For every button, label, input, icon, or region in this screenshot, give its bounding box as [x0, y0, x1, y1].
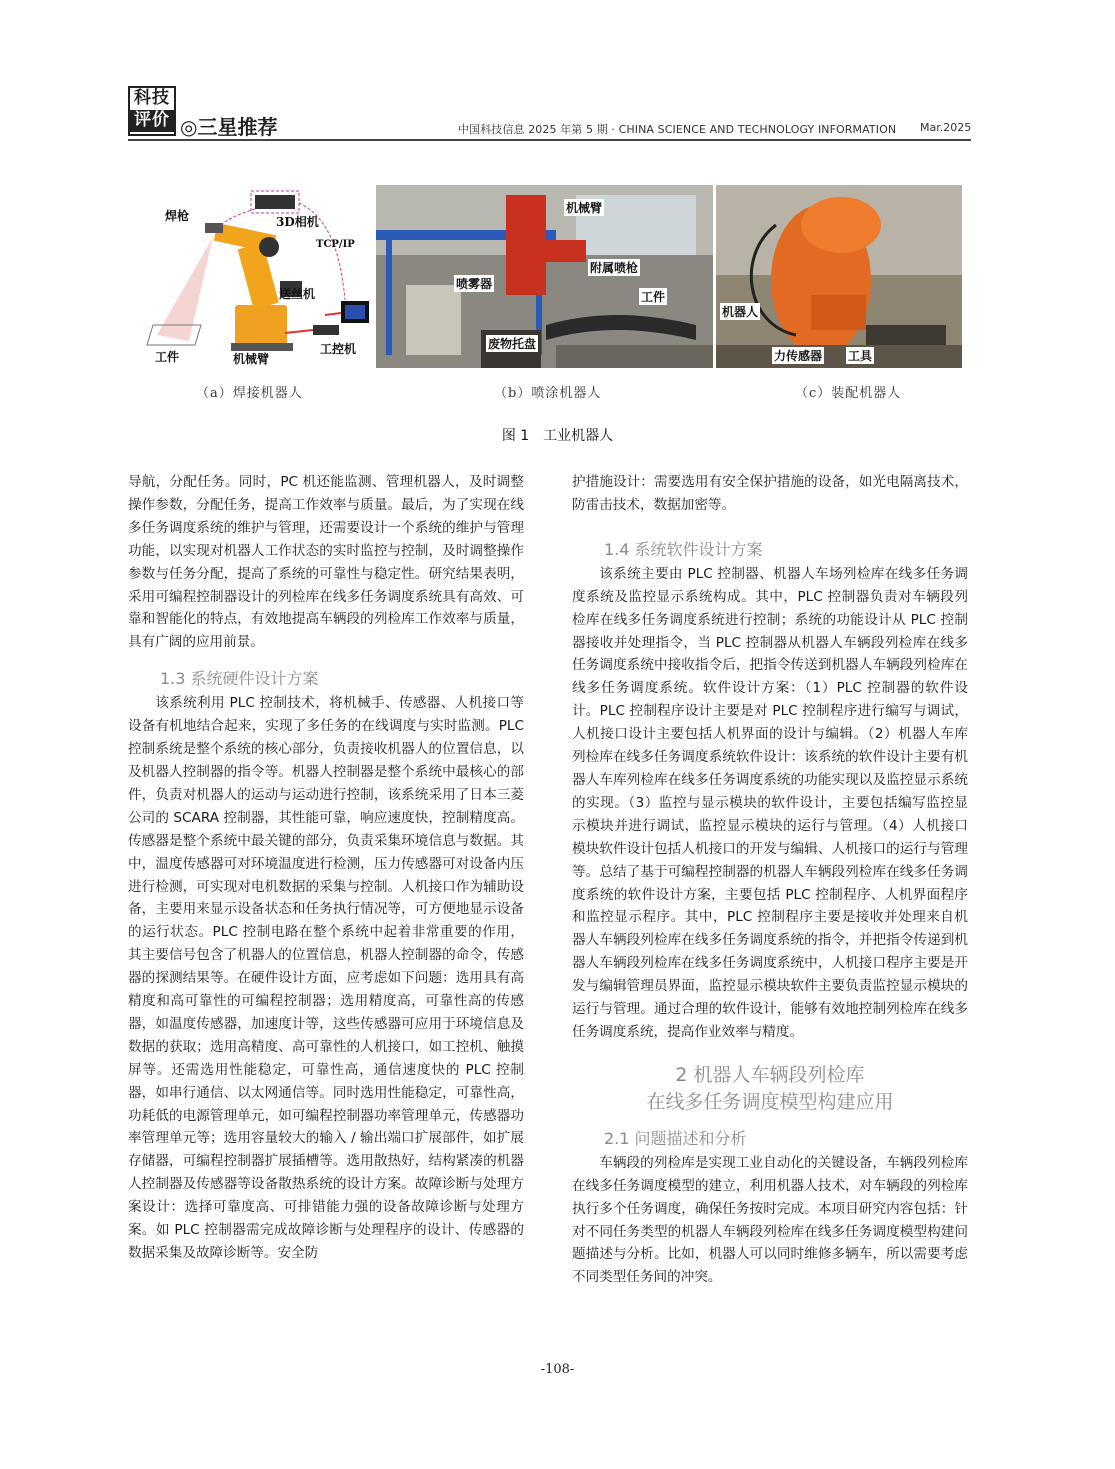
- label-tcp: TCP/IP: [316, 239, 355, 250]
- label-gun: 附属喷枪: [590, 261, 639, 275]
- figure-caption: 图 1 工业机器人: [501, 428, 614, 444]
- torch-head: [205, 223, 223, 233]
- figure-panel-assembly: [716, 185, 962, 368]
- left-column: [128, 471, 524, 1265]
- label-sensor: 力传感器: [774, 349, 823, 363]
- chapter-heading-line2: 在线多任务调度模型构建应用: [646, 1090, 894, 1113]
- subcaption-c: （c）装配机器人: [795, 386, 902, 401]
- figure-panel-welding: [135, 185, 372, 368]
- section-heading-1-3: 1.3 系统硬件设计方案: [160, 669, 319, 689]
- subcaption-a: （a）焊接机器人: [196, 386, 303, 401]
- sprayer-cabinet: [406, 285, 461, 355]
- label-workpiece: 工件: [155, 350, 180, 364]
- paragraph: 导航，分配任务。同时，PC 机还能监测、管理机器人，及时调整操作参数，分配任务，提高工作效率与质量。最后，为了实现在线多任务调度系统的维护与管理，还需要设计一个系统的维护与管理功能，以实现对机器人工作状态的实时监控与控制，及时调整操作参数与任务分配，提高了系统的可靠性与稳定性。研究结果表明，采用可编程控制器设计的列检库在线多任务调度系统具有高效、可靠和智能化的特点，有效地提高车辆段的列检库工作效率与质量，具有广阔的应用前景。: [128, 474, 524, 651]
- robot-joint: [259, 237, 279, 257]
- right-column: [572, 471, 968, 1289]
- label-tool: 工具: [848, 349, 873, 363]
- paragraph: 该系统利用 PLC 控制技术，将机械手、传感器、人机接口等设备有机地结合起来，实现了多任务的在线调度与实时监测。PLC 控制系统是整个系统的核心部分，负责接收机器人的位置信息，以及机器人控制器的指令等。机器人控制器是整个系统中最核心的部件，负责对机器人的运动与运动进行控制，该系统采用了日本三菱公司的 SCARA 控制器，其性能可靠，响应速度快，控制精度高。传感器是整个系统中最关键的部分，负责采集环境信息与数据。其中，温度传感器可对环境温度进行检测，压力传感器可对设备内压进行检测，可实现对电机数据的采集与控制。人机接口作为辅助设备，主要用来显示设备状态和任务执行情况等，可方便地显示设备的运行状态。PLC 控制电路在整个系统中起着非常重要的作用，其主要信号包含了机器人的位置信息，机器人控制器的命令，传感器的探测结果等。在硬件设计方面，应考虑如下问题：选用具有高精度和高可靠性的可编程控制器；选用精度高，可靠性高的传感器，如温度传感器，加速度计等，这些传感器可应用于环境信息及数据的获取；选用高精度、高可靠性的人机接口，如工控机、触摸屏等。还需选用性能稳定，可靠性高，通信速度快的 PLC 控制器，如串行通信、以太网通信等。同时选用性能稳定，可靠性高，功耗低的电源管理单元，如可编程控制器功率管理单元，传感器功率管理单元等；选用容量较大的输入 / 输出端口扩展部件，如扩展存储器，可编程控制器扩展插槽等。选用散热好，结构紧凑的机器人控制器及传感器等设备散热系统的设计方案。故障诊断与处理方案设计：选择可靠度高、可排错能力强的设备故障诊断与处理方案。如 PLC 控制器需完成故障诊断与处理程序的设计、传感器的数据采集及故障诊断等。安全防: [128, 695, 524, 1261]
- section-heading-2-1: 2.1 问题描述和分析: [604, 1128, 747, 1148]
- robot-base: [235, 305, 287, 345]
- paragraph: 该系统主要由 PLC 控制器、机器人车场列检库在线多任务调度系统及监控显示系统构成。其中，PLC 控制器负责对车辆段列检库在线多任务调度系统进行控制；系统的功能设计从 PLC 控制器接收并处理指令，当 PLC 控制器从机器人车辆段列检库在线多任务调度系统中接收指令后，把指令传送到机器人车辆段列检库在线多任务调度系统。软件设计方案：（1）PLC 控制器的软件设计。PLC 控制程序设计主要是对 PLC 控制程序进行编写与调试，人机接口设计主要包括人机界面的设计与编辑。（2）机器人车库列检库在线多任务调度系统软件设计：该系统的软件设计主要有机器人车库列检库在线多任务调度系统的功能实现以及监控显示系统的实现。（3）监控与显示模块的软件设计，主要包括编写监控显示模块并进行调试，监控显示模块的运行与管理。（4）人机接口模块软件设计包括人机接口的开发与编辑、人机接口的运行与管理等。总结了基于可编程控制器的机器人车辆段列检库在线多任务调度系统的软件设计方案，主要包括 PLC 控制程序、人机界面程序和监控显示程序。其中，PLC 控制程序主要是接收并处理来自机器人车辆段列检库在线多任务调度系统的指令，并把指令传递到机器人车辆段列检库在线多任务调度系统中，人机接口程序主要是开发与编辑管理员界面，监控显示模块软件主要负责监控显示模块的运行与管理。通过合理的软件设计，能够有效地控制列检库在线多任务调度系统，提高作业效率与精度。: [572, 565, 968, 1040]
- camera-icon: [255, 195, 295, 209]
- assembly-robot-photo: [716, 185, 962, 368]
- logo-line2: 评价: [130, 110, 174, 132]
- journal-title: 中国科技信息 2025 年第 5 期 · CHINA SCIENCE AND TECHNOLOGY INFORMATION: [458, 123, 897, 136]
- page-number: -108-: [540, 1362, 575, 1377]
- label-sprayer: 喷雾器: [456, 277, 493, 291]
- label-arm: 机械臂: [233, 352, 270, 366]
- label-torch: 焊枪: [165, 209, 190, 223]
- label-workpiece-b: 工件: [641, 290, 666, 304]
- paragraph: 车辆段的列检库是实现工业自动化的关键设备，车辆段列检库在线多任务调度模型的建立，利用机器人技术，对车辆段的列检库执行多个任务调度，确保任务按时完成。本项目研究内容包括：针对不同任务类型的机器人车辆段列检库在线多任务调度模型构建问题描述与分析。比如，机器人可以同时维修多辆车，所以需要考虑不同类型任务间的冲突。: [572, 1154, 968, 1286]
- subcaption-b: （b）喷涂机器人: [494, 386, 602, 401]
- chapter-heading-2: [572, 1062, 968, 1116]
- label-feeder: 送丝机: [279, 287, 316, 301]
- header-rule: [128, 139, 971, 141]
- logo-line1: 科技: [134, 88, 170, 108]
- spraying-robot-photo: [376, 185, 713, 368]
- figure-panel-spraying: [376, 185, 713, 368]
- label-tray: 废物托盘: [488, 337, 537, 351]
- label-arm-b: 机械臂: [566, 201, 603, 215]
- section-tag: ◎三星推荐: [180, 115, 278, 139]
- paragraph: 护措施设计：需要选用有安全保护措施的设备，如光电隔离技术，防雷击技术，数据加密等。: [572, 474, 968, 513]
- label-pc: 工控机: [320, 342, 357, 356]
- issue-date: Mar.2025: [920, 121, 972, 134]
- label-robot: 机器人: [722, 305, 759, 319]
- section-heading-1-4: 1.4 系统软件设计方案: [604, 539, 763, 559]
- journal-logo: [128, 86, 176, 136]
- chapter-heading-line1: 2 机器人车辆段列检库: [675, 1063, 865, 1086]
- label-camera: 3D相机: [276, 215, 319, 229]
- industrial-pc-icon: [313, 325, 339, 335]
